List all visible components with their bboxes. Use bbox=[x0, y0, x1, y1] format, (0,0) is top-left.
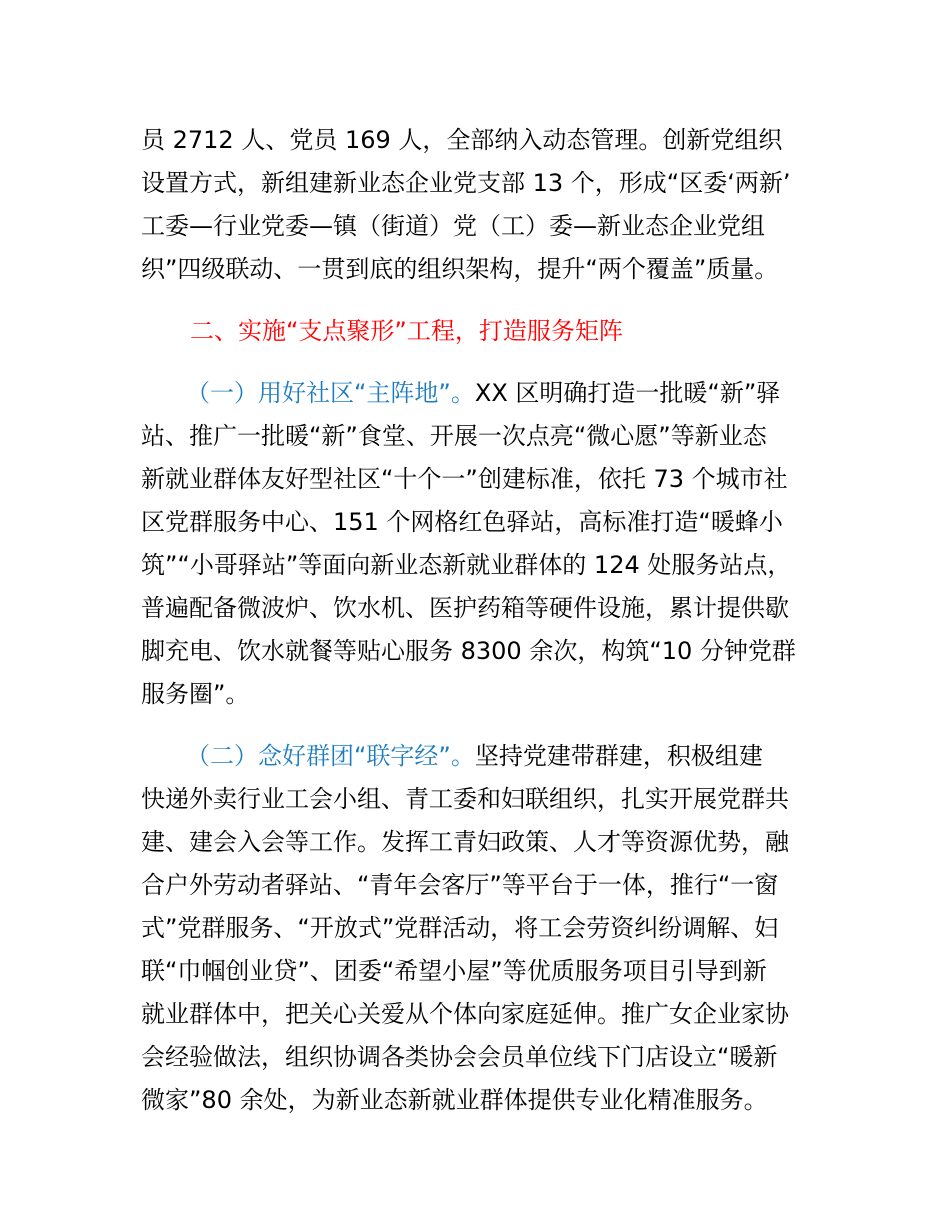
body-text-line: 合户外劳动者驿站、“青年会客厅”等平台于一体，推行“一窗 bbox=[141, 871, 779, 899]
subsection-2-title: （二）念好群团“联字经”。 bbox=[186, 742, 475, 770]
body-text-line: 工委—行业党委—镇（街道）党（工）委—新业态企业党组 bbox=[141, 212, 765, 240]
body-text-line: 筑”“小哥驿站”等面向新业态新就业群体的 124 处服务站点， bbox=[141, 551, 792, 579]
body-text-line: 服务圈”。 bbox=[141, 680, 250, 708]
body-text-line: 快递外卖行业工会小组、青工委和妇联组织，扎实开展党群共 bbox=[141, 785, 789, 813]
body-text-line: 脚充电、饮水就餐等贴心服务 8300 余次，构筑“10 分钟党群 bbox=[141, 637, 796, 665]
body-text-line: 站、推广一批暖“新”食堂、开展一次点亮“微心愿”等新业态 bbox=[141, 422, 767, 450]
body-text-line: 普遍配备微波炉、饮水机、医护药箱等硬件设施，累计提供歇 bbox=[141, 594, 789, 622]
subsection-1-title: （一）用好社区“主阵地”。 bbox=[186, 379, 475, 407]
body-text-line: 设置方式，新组建新业态企业党支部 13 个，形成“区委‘两新’ bbox=[141, 169, 791, 197]
subsection-1-first-line bbox=[186, 378, 780, 408]
body-text-line: 微家”80 余处，为新业态新就业群体提供专业化精准服务。 bbox=[141, 1086, 768, 1114]
subsection-1-text: XX 区明确打造一批暖“新”驿 bbox=[474, 379, 781, 407]
body-text-line: 织”四级联动、一贯到底的组织架构，提升“两个覆盖”质量。 bbox=[141, 255, 779, 283]
body-text-line: 新就业群体友好型社区“十个一”创建标准，依托 73 个城市社 bbox=[141, 465, 788, 493]
subsection-2-first-line bbox=[186, 741, 763, 771]
body-text-line: 式”党群服务、“开放式”党群活动，将工会劳资纠纷调解、妇 bbox=[141, 914, 779, 942]
body-text-line: 区党群服务中心、151 个网格红色驿站，高标准打造“暖蜂小 bbox=[141, 508, 783, 536]
subsection-2-text: 坚持党建带群建，积极组建 bbox=[474, 742, 763, 770]
body-text-line: 联“巾帼创业贷”、团委“希望小屋”等优质服务项目引导到新 bbox=[141, 957, 767, 985]
body-text-line: 员 2712 人、党员 169 人，全部纳入动态管理。创新党组织 bbox=[141, 126, 783, 154]
body-text-line: 会经验做法，组织协调各类协会会员单位线下门店设立“暖新 bbox=[141, 1043, 778, 1071]
body-text-line: 建、建会入会等工作。发挥工青妇政策、人才等资源优势，融 bbox=[141, 828, 789, 856]
section-heading: 二、实施“支点聚形”工程，打造服务矩阵 bbox=[190, 317, 623, 345]
body-text-line: 就业群体中，把关心关爱从个体向家庭延伸。推广女企业家协 bbox=[141, 1000, 789, 1028]
